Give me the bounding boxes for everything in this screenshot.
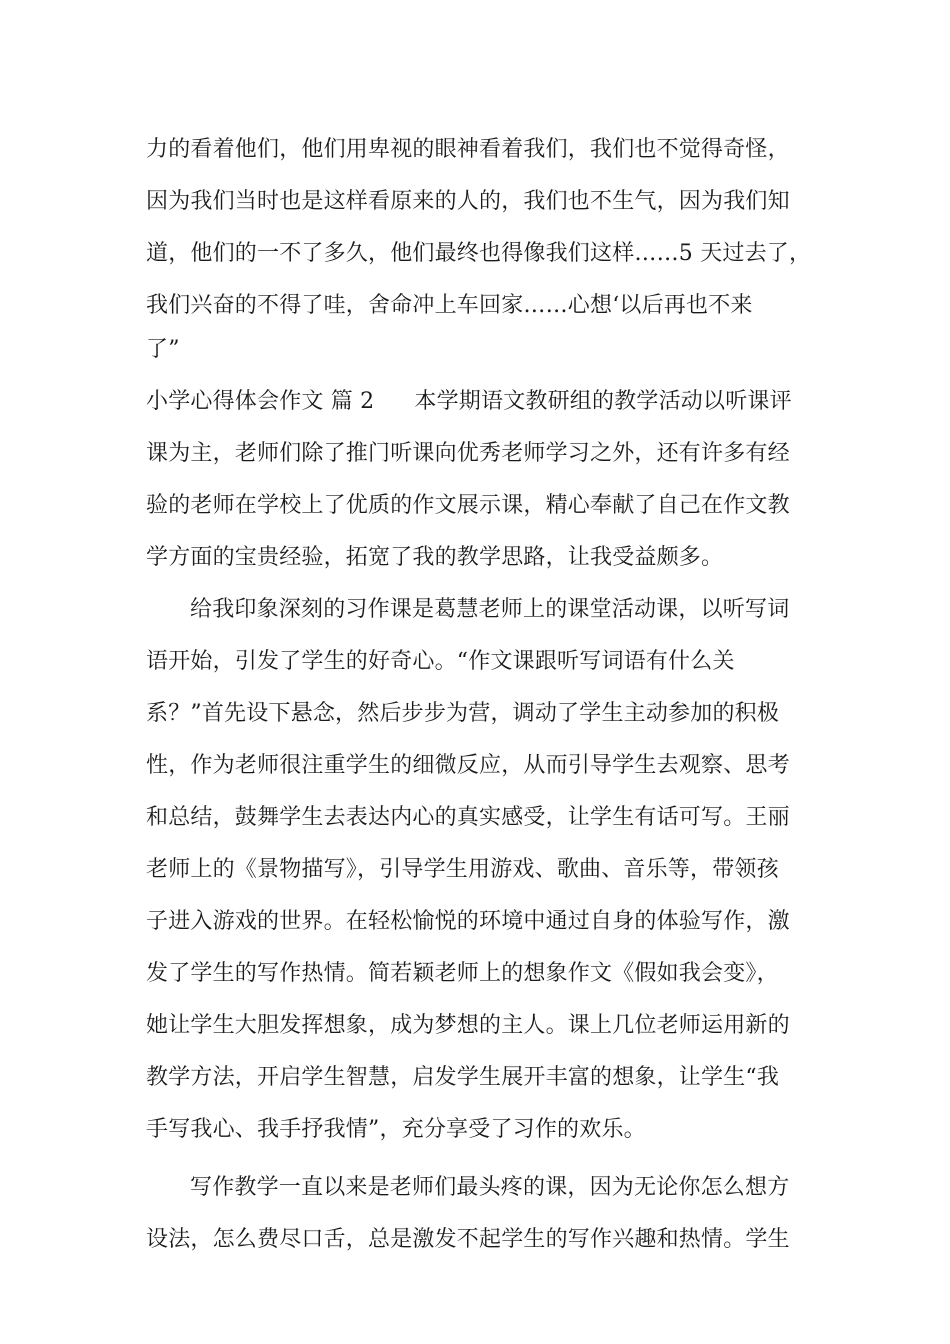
text-line: 给我印象深刻的习作课是葛慧老师上的课堂活动课，以听写词 xyxy=(190,597,790,622)
text-line: 了” xyxy=(146,337,180,362)
text-line: 我们兴奋的不得了哇，舍命冲上车回家……心想‘以后再也不来 xyxy=(146,293,753,318)
text-line: 设法，怎么费尽口舌，总是激发不起学生的写作兴趣和热情。学生 xyxy=(146,1227,790,1252)
text-line: 和总结，鼓舞学生去表达内心的真实感受，让学生有话可写。王丽 xyxy=(146,805,790,830)
text-line: 教学方法，开启学生智慧，启发学生展开丰富的想象，让学生“我 xyxy=(146,1065,780,1090)
text-line: 她让学生大胆发挥想象，成为梦想的主人。课上几位老师运用新的 xyxy=(146,1013,790,1038)
text-line: 课为主，老师们除了推门听课向优秀老师学习之外，还有许多有经 xyxy=(146,441,790,466)
text-line: 力的看着他们，他们用卑视的眼神看着我们，我们也不觉得奇怪， xyxy=(146,137,790,162)
text-line: 学方面的宝贵经验，拓宽了我的教学思路，让我受益颇多。 xyxy=(146,545,724,570)
text-line: 写作教学一直以来是老师们最头疼的课，因为无论你怎么想方 xyxy=(190,1175,790,1200)
text-line: 系？”首先设下悬念，然后步步为营，调动了学生主动参加的积极 xyxy=(146,701,780,726)
text-line: 性，作为老师很注重学生的细微反应，从而引导学生去观察、思考 xyxy=(146,753,790,778)
text-line: 子进入游戏的世界。在轻松愉悦的环境中通过自身的体验写作，激 xyxy=(146,909,790,934)
text-line: 道，他们的一不了多久，他们最终也得像我们这样……5 天过去了， xyxy=(146,241,812,266)
text-line: 老师上的《景物描写》，引导学生用游戏、歌曲、音乐等，带领孩 xyxy=(146,857,779,882)
text-line: 发了学生的写作热情。简若颖老师上的想象作文《假如我会变》， xyxy=(146,961,779,986)
section-first-line: 本学期语文教研组的教学活动以听课评 xyxy=(414,389,792,414)
text-line: 手写我心、我手抒我情”，充分享受了习作的欢乐。 xyxy=(146,1117,646,1142)
text-line: 语开始，引发了学生的好奇心。“作文课跟听写词语有什么关 xyxy=(146,649,735,674)
section-heading-line xyxy=(146,382,792,422)
text-line: 因为我们当时也是这样看原来的人的，我们也不生气，因为我们知 xyxy=(146,189,790,214)
section-heading: 小学心得体会作文 篇 2 xyxy=(146,389,375,414)
text-line: 验的老师在学校上了优质的作文展示课，精心奉献了自己在作文教 xyxy=(146,493,790,518)
